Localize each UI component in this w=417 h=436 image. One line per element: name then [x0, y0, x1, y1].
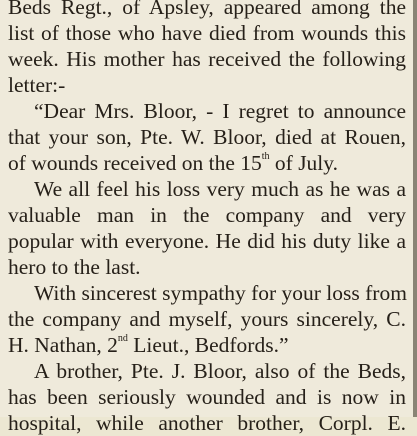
- article-line: list of those who have died from wounds this: [8, 21, 406, 45]
- article-line: “Dear Mrs. Bloor, - I regret to announce: [34, 99, 406, 123]
- article-line: hospital, while another brother, Corpl. E.: [8, 411, 406, 435]
- article-line: We all feel his loss very much as he was a: [34, 177, 406, 201]
- article-line: letter:-: [8, 73, 66, 97]
- article-line: has been seriously wounded and is now in: [8, 385, 406, 409]
- article-line: A brother, Pte. J. Bloor, also of the Beds,: [34, 359, 406, 383]
- article-line: [8, 332, 406, 358]
- article-line: that your son, Pte. W. Bloor, died at Rouen,: [8, 125, 406, 149]
- article-line-text: Lieut., Bedfords.”: [127, 333, 289, 357]
- article-line: the company and myself, yours sincerely, C.: [8, 307, 406, 331]
- article-line-text: H. Nathan, 2: [8, 333, 118, 357]
- article-line: popular with everyone. He did his duty like a: [8, 229, 406, 253]
- ordinal-suffix: th: [261, 150, 270, 162]
- article-line: hero to the last.: [8, 255, 141, 279]
- article-text: [8, 0, 406, 436]
- article-line: Beds Regt., of Apsley, appeared among the: [8, 0, 406, 19]
- article-line: valuable man in the company and very: [8, 203, 406, 227]
- article-line-text: of July.: [269, 151, 339, 175]
- ordinal-suffix: nd: [117, 332, 128, 344]
- article-line-text: of wounds received on the 15: [8, 151, 262, 175]
- article-line: week. His mother has received the following: [8, 47, 406, 71]
- article-line: [8, 150, 406, 176]
- article-line: With sincerest sympathy for your loss from: [34, 281, 407, 305]
